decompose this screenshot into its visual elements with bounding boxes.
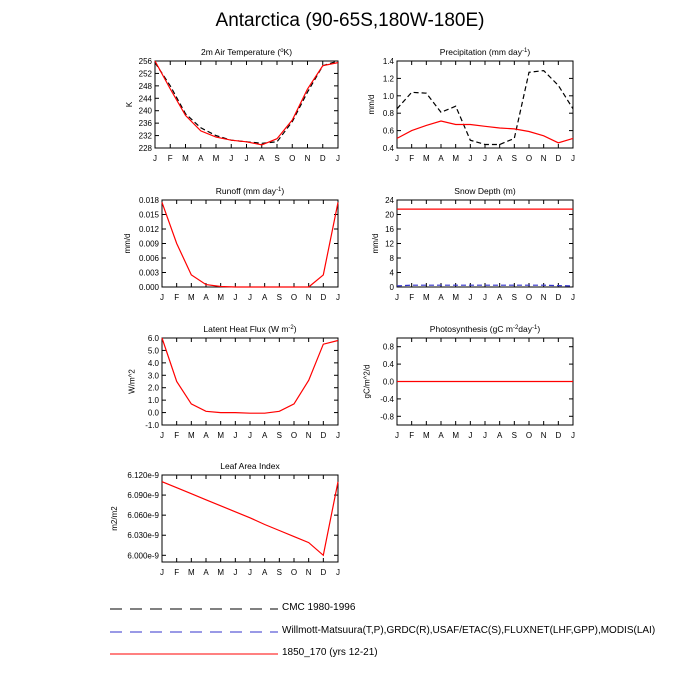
y-tick-label: 6.090e-9 xyxy=(127,491,159,501)
x-tick-label: J xyxy=(233,431,238,440)
x-tick-label: O xyxy=(290,568,298,577)
chart-title-superscript: -1 xyxy=(522,48,528,54)
legend-line-willmott xyxy=(110,625,280,639)
x-tick-label: O xyxy=(289,154,296,163)
y-tick-label: 252 xyxy=(138,69,152,79)
y-tick-label: 256 xyxy=(138,57,152,66)
x-tick-label: A xyxy=(259,154,265,163)
x-tick-label: S xyxy=(511,154,518,163)
x-tick-label: J xyxy=(248,568,252,577)
chart-title-superscript: -2 xyxy=(512,325,519,331)
y-tick-label: 0.009 xyxy=(138,239,159,249)
chart-title-text: Latent Heat Flux (W m xyxy=(203,324,289,334)
x-tick-label: N xyxy=(305,568,312,577)
y-tick-label: 0.8 xyxy=(382,109,394,119)
series-line xyxy=(162,482,338,556)
chart-title xyxy=(430,324,541,334)
x-tick-label: M xyxy=(187,568,195,577)
chart-title-superscript: -1 xyxy=(532,325,538,331)
y-tick-label: 6.0 xyxy=(147,334,159,343)
x-tick-label: J xyxy=(248,293,252,302)
y-tick-label: 6.120e-9 xyxy=(127,471,159,480)
legend-label-cmc: CMC 1980-1996 xyxy=(282,602,356,613)
x-tick-label: D xyxy=(555,154,562,163)
y-axis-label: gC/m^2/d xyxy=(362,364,372,399)
y-tick-label: 248 xyxy=(138,81,152,91)
plot-frame xyxy=(397,61,573,148)
x-tick-label: M xyxy=(217,293,225,302)
y-tick-label: 1.2 xyxy=(382,74,394,84)
y-tick-label: -1.0 xyxy=(145,421,159,430)
x-tick-label: A xyxy=(198,154,204,163)
chart-title xyxy=(440,47,531,57)
x-tick-label: A xyxy=(203,293,209,302)
legend-item-willmott xyxy=(110,625,670,639)
y-tick-label: 0.4 xyxy=(382,360,394,370)
x-tick-label: M xyxy=(452,431,460,440)
x-tick-label: M xyxy=(212,154,220,163)
chart-title xyxy=(201,47,292,57)
x-tick-label: N xyxy=(304,154,311,163)
y-axis-label: mm/d xyxy=(366,94,376,115)
legend-label-model: 1850_170 (yrs 12-21) xyxy=(282,647,378,658)
y-tick-label: 0.012 xyxy=(138,225,159,234)
chart-title xyxy=(454,186,516,196)
y-tick-label: 244 xyxy=(138,94,152,104)
page-title: Antarctica (90-65S,180W-180E) xyxy=(215,10,485,31)
x-tick-label: N xyxy=(540,293,547,302)
plot-frame xyxy=(162,475,338,562)
x-tick-label: M xyxy=(422,293,430,302)
x-tick-label: J xyxy=(336,568,340,577)
x-tick-label: D xyxy=(320,293,327,302)
x-tick-label: A xyxy=(438,431,444,440)
chart-title-text: ) xyxy=(537,324,541,334)
y-tick-label: 240 xyxy=(138,106,152,116)
plot-frame xyxy=(162,200,338,287)
chart-title-text: Snow Depth (m) xyxy=(454,186,516,196)
series-line xyxy=(397,121,573,143)
x-tick-label: O xyxy=(290,431,298,440)
x-tick-label: J xyxy=(336,293,340,302)
x-tick-label: D xyxy=(319,154,326,163)
y-tick-label: 6.060e-9 xyxy=(127,511,159,521)
x-tick-label: N xyxy=(540,154,547,163)
x-tick-label: O xyxy=(525,293,533,302)
y-tick-label: 24 xyxy=(385,196,394,205)
x-tick-label: F xyxy=(409,431,415,440)
y-tick-label: 0.000 xyxy=(138,283,159,292)
x-tick-label: D xyxy=(555,431,562,440)
x-tick-label: M xyxy=(422,431,430,440)
y-tick-label: 6.030e-9 xyxy=(127,531,159,541)
legend-item-cmc xyxy=(110,602,670,616)
x-tick-label: O xyxy=(290,293,298,302)
x-tick-label: M xyxy=(217,568,225,577)
x-tick-label: J xyxy=(483,154,487,163)
y-axis-label: mm/d xyxy=(123,233,132,254)
series-line xyxy=(162,338,338,413)
x-tick-label: J xyxy=(483,431,487,440)
plot-frame xyxy=(397,200,573,287)
y-tick-label: 0.006 xyxy=(138,254,159,263)
y-tick-label: 0 xyxy=(389,283,394,292)
x-tick-label: M xyxy=(187,431,195,440)
chart-title-superscript: o xyxy=(280,48,284,54)
x-tick-label: A xyxy=(261,431,268,440)
x-tick-label: N xyxy=(305,293,312,302)
x-tick-label: M xyxy=(452,293,460,302)
x-tick-label: J xyxy=(468,154,473,163)
chart-title-text: Photosynthesis (gC m xyxy=(429,324,513,334)
y-tick-label: 0.6 xyxy=(382,126,394,136)
x-tick-label: J xyxy=(153,154,157,163)
y-tick-label: 236 xyxy=(138,119,152,129)
x-tick-label: F xyxy=(174,293,180,302)
y-axis-label: mm/d xyxy=(371,233,381,254)
chart-title-text: ) xyxy=(293,324,297,334)
x-tick-label: N xyxy=(305,431,312,440)
chart-title-text: day xyxy=(518,324,533,334)
x-tick-label: A xyxy=(203,431,209,440)
y-axis-label: m2/m2 xyxy=(109,506,119,531)
y-axis-label: K xyxy=(124,101,134,108)
y-tick-label: 0.4 xyxy=(382,144,394,153)
chart-title-text: 2m Air Temperature ( xyxy=(200,47,281,57)
x-tick-label: J xyxy=(160,293,164,302)
x-tick-label: D xyxy=(320,431,327,440)
x-tick-label: F xyxy=(409,154,415,163)
x-tick-label: F xyxy=(174,431,180,440)
plot-frame xyxy=(155,61,338,148)
y-tick-label: 16 xyxy=(385,225,394,234)
legend-item-model xyxy=(110,647,670,661)
y-tick-label: 8 xyxy=(389,254,394,263)
legend-line-cmc xyxy=(110,602,280,616)
series-line xyxy=(397,71,573,145)
x-tick-label: J xyxy=(244,154,249,163)
x-tick-label: A xyxy=(203,568,209,577)
x-tick-label: O xyxy=(525,431,533,440)
y-tick-label: 5.0 xyxy=(147,346,159,356)
x-tick-label: J xyxy=(233,568,238,577)
y-tick-label: 232 xyxy=(138,131,152,141)
y-tick-label: 6.000e-9 xyxy=(127,551,159,561)
legend-line-model xyxy=(110,647,280,661)
y-tick-label: 1.0 xyxy=(382,91,394,101)
x-tick-label: M xyxy=(422,154,430,163)
x-tick-label: J xyxy=(468,293,473,302)
x-tick-label: S xyxy=(511,431,518,440)
x-tick-label: J xyxy=(571,431,575,440)
chart-title xyxy=(203,324,296,334)
y-tick-label: 20 xyxy=(385,210,394,220)
y-tick-label: 1.0 xyxy=(147,396,159,406)
x-tick-label: J xyxy=(395,431,399,440)
x-tick-label: O xyxy=(525,154,533,163)
x-tick-label: S xyxy=(276,293,283,302)
x-tick-label: J xyxy=(336,154,340,163)
y-tick-label: 0.003 xyxy=(138,268,159,278)
x-tick-label: S xyxy=(274,154,280,163)
chart-title-superscript: -2 xyxy=(288,325,294,331)
x-tick-label: D xyxy=(320,568,327,577)
series-line xyxy=(162,202,338,287)
x-tick-label: J xyxy=(468,431,473,440)
y-tick-label: 2.0 xyxy=(147,383,159,393)
x-tick-label: A xyxy=(496,154,503,163)
y-tick-label: 228 xyxy=(138,144,152,153)
y-tick-label: 12 xyxy=(385,239,394,249)
y-tick-label: 1.4 xyxy=(382,57,394,66)
x-tick-label: J xyxy=(571,293,575,302)
y-tick-label: -0.4 xyxy=(380,394,394,404)
y-tick-label: 0.015 xyxy=(138,210,159,220)
chart-title-text: Precipitation (mm day xyxy=(439,47,523,57)
y-tick-label: -0.8 xyxy=(380,412,394,422)
x-tick-label: J xyxy=(160,568,164,577)
x-tick-label: D xyxy=(555,293,562,302)
y-tick-label: 4 xyxy=(389,268,394,278)
legend-label-willmott: Willmott-Matsuura(T,P),GRDC(R),USAF/ETAC(S),FLUXNET(LHF,GPP),MODIS(LAI) xyxy=(282,625,656,636)
y-tick-label: 4.0 xyxy=(147,358,159,368)
chart-title-text: K) xyxy=(283,47,293,57)
x-tick-label: M xyxy=(452,154,460,163)
chart-title-text: Runoff (mm day xyxy=(215,186,277,196)
x-tick-label: J xyxy=(248,431,252,440)
chart-title-text: Leaf Area Index xyxy=(220,461,280,471)
x-tick-label: S xyxy=(511,293,518,302)
series-line xyxy=(155,61,338,143)
x-tick-label: F xyxy=(409,293,415,302)
plot-frame xyxy=(162,338,338,425)
chart-title-text: ) xyxy=(527,47,531,57)
chart-title xyxy=(216,186,285,196)
x-tick-label: J xyxy=(571,154,575,163)
y-tick-label: 3.0 xyxy=(147,371,159,381)
x-tick-label: J xyxy=(395,293,399,302)
chart-title xyxy=(220,461,280,471)
x-tick-label: M xyxy=(217,431,225,440)
y-tick-label: 0.0 xyxy=(147,408,159,418)
chart-title-text: ) xyxy=(281,186,285,196)
x-tick-label: S xyxy=(276,568,283,577)
x-tick-label: M xyxy=(187,293,195,302)
x-tick-label: J xyxy=(336,431,340,440)
y-tick-label: 0.0 xyxy=(382,377,394,387)
x-tick-label: J xyxy=(395,154,399,163)
x-tick-label: A xyxy=(496,293,503,302)
x-tick-label: A xyxy=(261,293,268,302)
x-tick-label: A xyxy=(261,568,268,577)
x-tick-label: N xyxy=(540,431,547,440)
y-axis-label: W/m^2 xyxy=(127,369,137,394)
x-tick-label: J xyxy=(483,293,487,302)
x-tick-label: S xyxy=(276,431,283,440)
x-tick-label: A xyxy=(438,293,444,302)
y-tick-label: 0.018 xyxy=(138,196,159,205)
y-tick-label: 0.8 xyxy=(382,342,394,352)
x-tick-label: J xyxy=(233,293,238,302)
x-tick-label: A xyxy=(496,431,503,440)
x-tick-label: J xyxy=(160,431,164,440)
x-tick-label: A xyxy=(438,154,444,163)
x-tick-label: F xyxy=(174,568,180,577)
x-tick-label: F xyxy=(167,154,173,163)
chart-title-superscript: -1 xyxy=(276,187,282,193)
series-line xyxy=(397,285,573,286)
series-line xyxy=(155,61,338,145)
x-tick-label: J xyxy=(229,154,234,163)
x-tick-label: M xyxy=(182,154,189,163)
